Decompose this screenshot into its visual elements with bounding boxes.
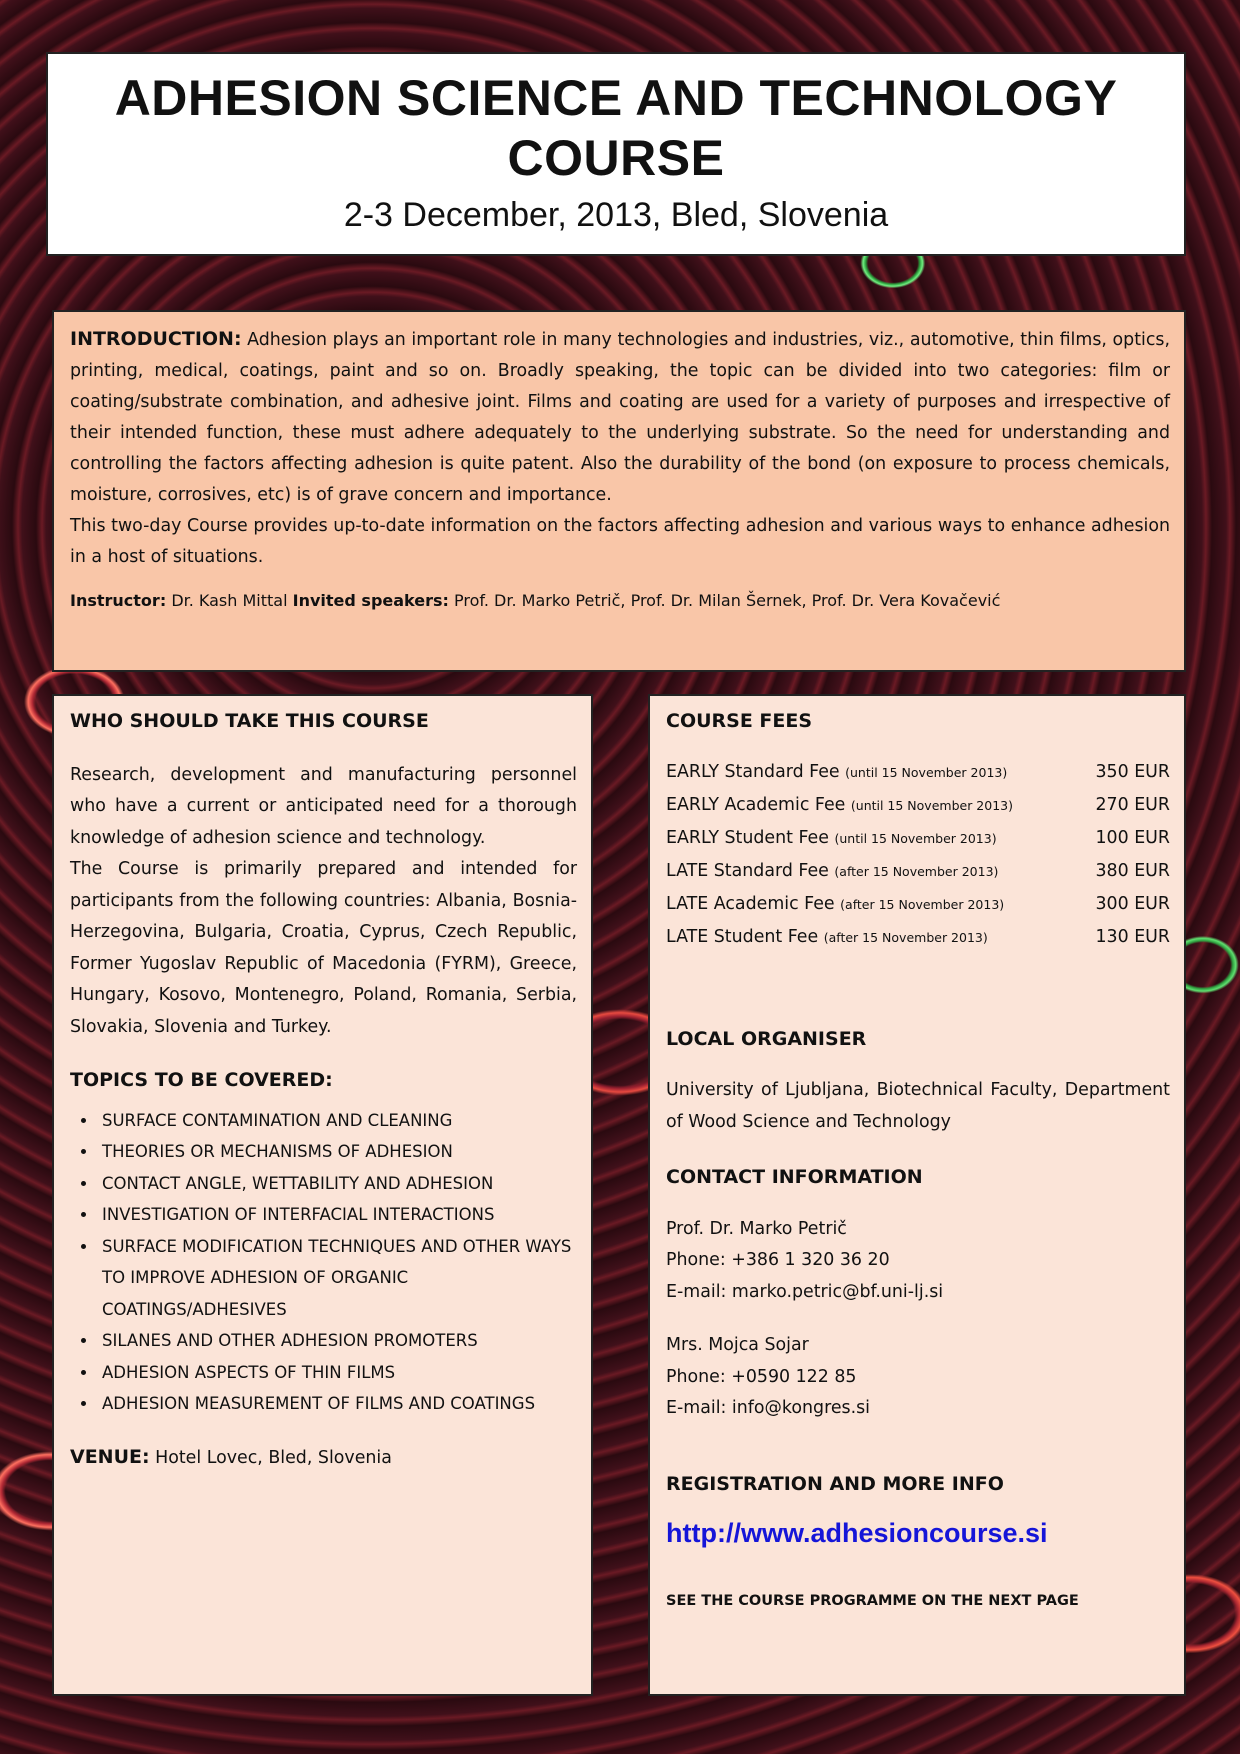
table-row xyxy=(666,888,1170,921)
list-item: • INVESTIGATION OF INTERFACIAL INTERACTIONS xyxy=(98,1199,577,1231)
fee-name: EARLY Academic Fee xyxy=(666,794,846,815)
contact-heading: CONTACT INFORMATION xyxy=(666,1166,923,1188)
contact-name: Mrs. Mojca Sojar xyxy=(666,1335,809,1355)
introduction-panel xyxy=(52,310,1186,672)
fee-name-cell xyxy=(666,789,1081,822)
list-item: • SURFACE MODIFICATION TECHNIQUES AND OTHER WAYS TO IMPROVE ADHESION OF ORGANIC COATINGS/ADHESIVES xyxy=(98,1231,577,1326)
fee-name: LATE Student Fee xyxy=(666,926,819,947)
instructor-label: Instructor: xyxy=(70,591,167,610)
table-row xyxy=(666,756,1170,789)
fee-amount: 380 EUR xyxy=(1095,861,1170,881)
fee-note: (until 15 November 2013) xyxy=(845,764,1008,780)
registration-heading: REGISTRATION AND MORE INFO xyxy=(666,1472,1004,1495)
fees-heading: COURSE FEES xyxy=(666,710,813,732)
list-item: • ADHESION ASPECTS OF THIN FILMS xyxy=(98,1357,577,1389)
list-item: • SURFACE CONTAMINATION AND CLEANING xyxy=(98,1105,577,1137)
table-row xyxy=(666,855,1170,888)
fee-name: LATE Standard Fee xyxy=(666,860,829,881)
organiser-text: University of Ljubljana, Biotechnical Faculty, Department of Wood Science and Technology xyxy=(666,1080,1170,1132)
page-title: ADHESION SCIENCE AND TECHNOLOGY COURSE xyxy=(114,70,1118,186)
right-column-panel xyxy=(648,694,1186,1696)
fee-amount: 270 EUR xyxy=(1095,795,1170,815)
fee-amount: 300 EUR xyxy=(1095,894,1170,914)
instructors-line xyxy=(70,585,1170,616)
organiser-heading: LOCAL ORGANISER xyxy=(666,1027,867,1050)
contact-phone: Phone: +386 1 320 36 20 xyxy=(666,1250,890,1270)
contact-person-2 xyxy=(666,1330,1170,1425)
contact-phone: Phone: +0590 122 85 xyxy=(666,1366,857,1387)
table-row xyxy=(666,789,1170,822)
list-item: • SILANES AND OTHER ADHESION PROMOTERS xyxy=(98,1325,577,1357)
venue-label: VENUE: xyxy=(70,1445,150,1468)
list-item: • ADHESION MEASUREMENT OF FILMS AND COATINGS xyxy=(98,1388,577,1420)
who-heading: WHO SHOULD TAKE THIS COURSE xyxy=(70,710,429,732)
who-paragraph-2: The Course is primarily prepared and intended for participants from the following countries: Albania, Bosnia-Herzegovina, Bulgaria, Croatia, Cyprus, Czech Republic, Former Yugoslav Republic of Macedonia (FYRM), Greece, Hungary, Kosovo, Montenegro, Poland, Romania, Serbia, Slovakia, Slovenia and Turkey. xyxy=(70,859,577,1037)
table-row xyxy=(666,921,1170,954)
event-date-location: 2-3 December, 2013, Bled, Slovenia xyxy=(343,196,889,234)
fee-name: LATE Academic Fee xyxy=(666,893,835,914)
venue-text: Hotel Lovec, Bled, Slovenia xyxy=(155,1447,392,1468)
fee-amount: 100 EUR xyxy=(1095,828,1170,848)
introduction-paragraph xyxy=(70,324,1170,511)
introduction-text-2: This two-day Course provides up-to-date information on the factors affecting adhesion and various ways to enhance adhesion in a host of situations. xyxy=(70,516,1170,567)
programme-note: SEE THE COURSE PROGRAMME ON THE NEXT PAGE xyxy=(666,1592,1079,1609)
fee-name-cell xyxy=(666,921,1081,954)
fee-name: EARLY Standard Fee xyxy=(666,761,840,782)
fee-name-cell xyxy=(666,855,1081,888)
who-paragraph-1: Research, development and manufacturing personnel who have a current or anticipated need for a thorough knowledge of adhesion science and technology. xyxy=(70,764,577,848)
fees-table xyxy=(666,756,1170,954)
left-column-panel xyxy=(52,694,593,1696)
fee-note: (until 15 November 2013) xyxy=(834,830,997,846)
fee-name-cell xyxy=(666,888,1081,921)
instructor-name: Dr. Kash Mittal xyxy=(171,591,288,610)
list-item: • THEORIES OR MECHANISMS OF ADHESION xyxy=(98,1136,577,1168)
contact-email[interactable]: E-mail: marko.petric@bf.uni-lj.si xyxy=(666,1281,944,1302)
topics-list xyxy=(70,1105,577,1420)
fee-note: (after 15 November 2013) xyxy=(834,863,999,879)
contact-name: Prof. Dr. Marko Petrič xyxy=(666,1218,847,1239)
speakers-names: Prof. Dr. Marko Petrič, Prof. Dr. Milan Šernek, Prof. Dr. Vera Kovačević xyxy=(454,591,1001,610)
fee-name-cell xyxy=(666,756,1081,789)
fee-name-cell xyxy=(666,822,1081,855)
fee-note: (until 15 November 2013) xyxy=(850,797,1013,813)
list-item: • CONTACT ANGLE, WETTABILITY AND ADHESION xyxy=(98,1168,577,1200)
fee-amount: 350 EUR xyxy=(1095,762,1170,782)
topics-heading: TOPICS TO BE COVERED: xyxy=(70,1069,333,1091)
table-row xyxy=(666,822,1170,855)
title-banner xyxy=(46,52,1186,256)
introduction-text: Adhesion plays an important role in many technologies and industries, viz., automotive, thin films, optics, printing, medical, coatings, paint and so on. Broadly speaking, the topic can be divided into two categories: film or coating/substrate combination, and adhesive joint. Films and coating are used for a variety of purposes and irrespective of their intended function, these must adhere adequately to the underlying substrate. So the need for understanding and controlling the factors affecting adhesion is quite patent. Also the durability of the bond (on exposure to process chemicals, moisture, corrosives, etc) is of grave concern and importance. xyxy=(70,330,1170,505)
fee-note: (after 15 November 2013) xyxy=(840,896,1005,912)
fee-note: (after 15 November 2013) xyxy=(823,929,988,945)
introduction-label: INTRODUCTION: xyxy=(70,328,242,350)
fee-name: EARLY Student Fee xyxy=(666,827,829,848)
venue-line xyxy=(70,1442,577,1475)
contact-person-1 xyxy=(666,1214,1170,1309)
registration-link[interactable]: http://www.adhesioncourse.si xyxy=(666,1518,1048,1548)
speakers-label: Invited speakers: xyxy=(292,591,449,610)
fee-amount: 130 EUR xyxy=(1095,927,1170,947)
contact-email[interactable]: E-mail: info@kongres.si xyxy=(666,1398,871,1418)
